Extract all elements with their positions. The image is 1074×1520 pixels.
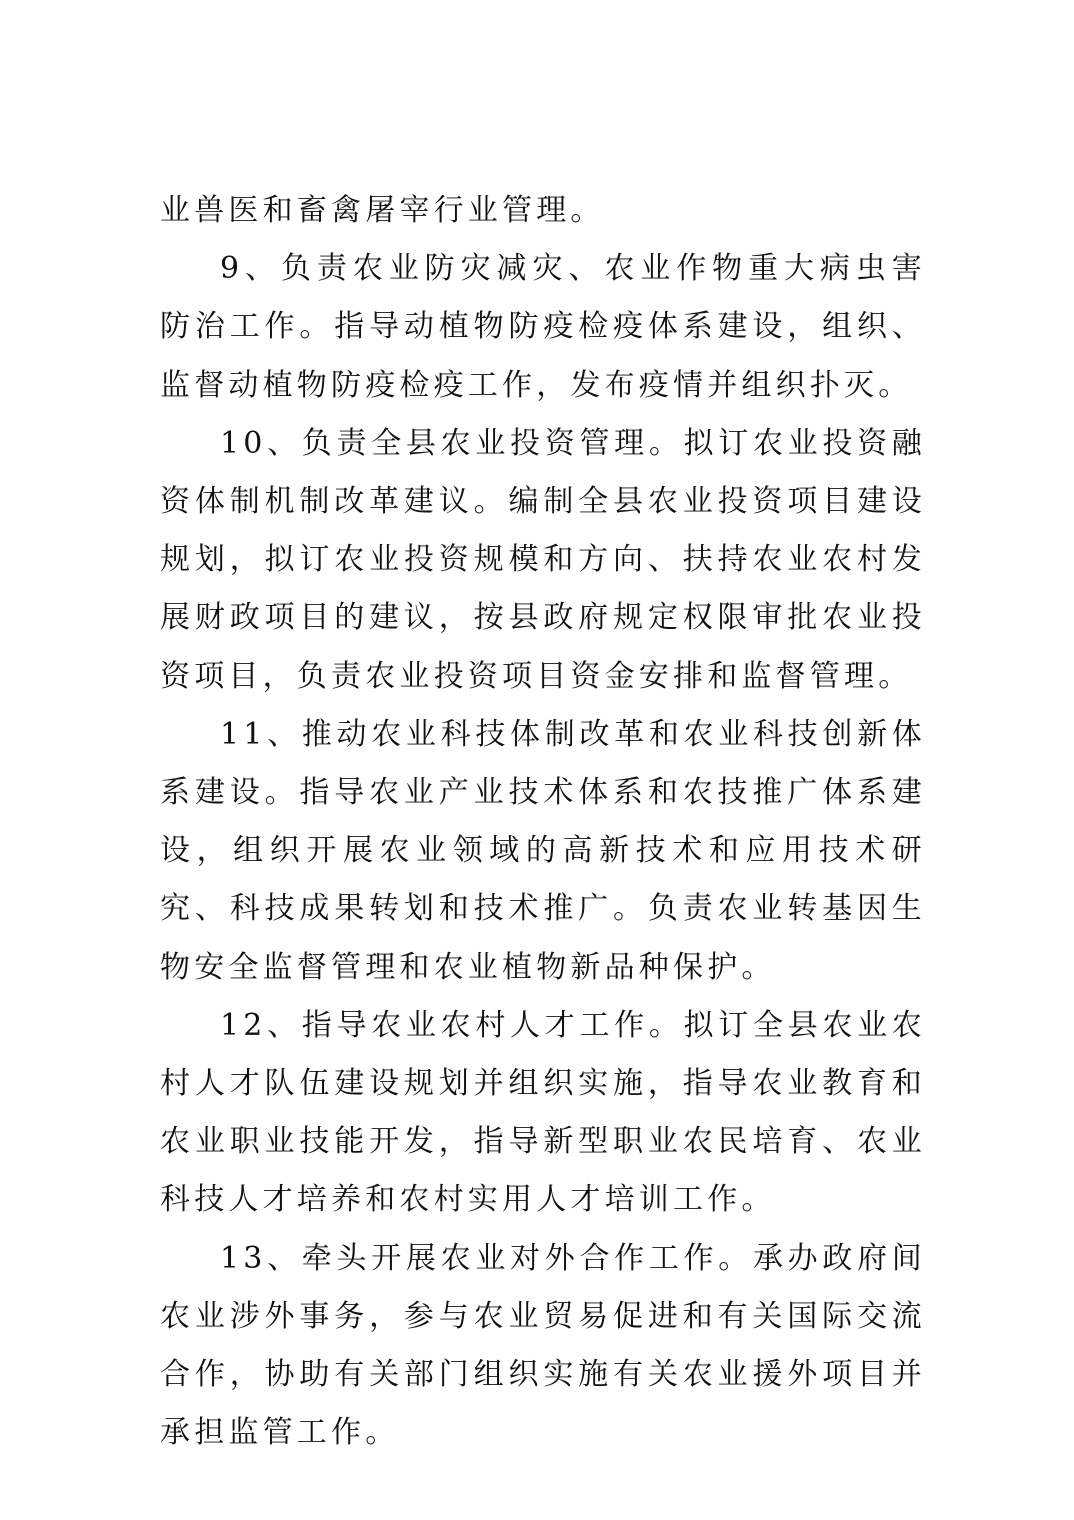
paragraph-item-10: 10、负责全县农业投资管理。拟订农业投资融资体制机制改革建议。编制全县农业投资项目建设规划，拟订农业投资规模和方向、扶持农业农村发展财政项目的建议，按县政府规定权限审批农业投资项目，负责农业投资项目资金安排和监督管理。 — [160, 425, 926, 694]
paragraph-continued: 业兽医和畜禽屠宰行业管理。 — [160, 193, 605, 228]
paragraph-item-12: 12、指导农业农村人才工作。拟订全县农业农村人才队伍建设规划并组织实施，指导农业教育和农业职业技能开发，指导新型职业农民培育、农业科技人才培养和农村实用人才培训工作。 — [160, 1007, 926, 1218]
paragraph-item-9: 9、负责农业防灾减灾、农业作物重大病虫害防治工作。指导动植物防疫检疫体系建设，组织、监督动植物防疫检疫工作，发布疫情并组织扑灭。 — [160, 251, 926, 403]
paragraph-item-13: 13、牵头开展农业对外合作工作。承办政府间农业涉外事务，参与农业贸易促进和有关国际交流合作，协助有关部门组织实施有关农业援外项目并承担监管工作。 — [160, 1240, 926, 1451]
document-body — [160, 182, 926, 1462]
paragraph-item-11: 11、推动农业科技体制改革和农业科技创新体系建设。指导农业产业技术体系和农技推广体系建设，组织开展农业领域的高新技术和应用技术研究、科技成果转划和技术推广。负责农业转基因生物安全监督管理和农业植物新品种保护。 — [160, 716, 926, 985]
